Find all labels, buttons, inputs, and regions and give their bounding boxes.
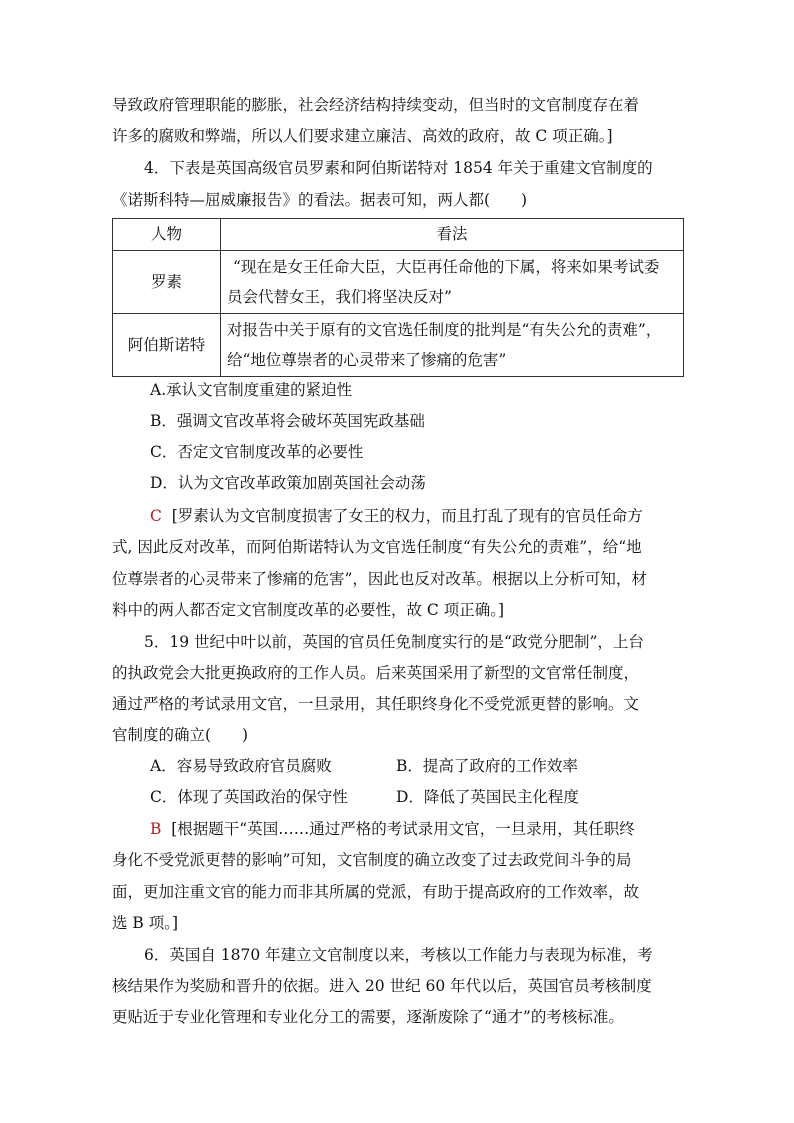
view-line: 员会代替女王，我们将坚决反对” xyxy=(227,288,452,306)
table-cell-view xyxy=(221,251,684,314)
option-c: C．体现了英国政治的保守性 xyxy=(150,788,348,806)
opinion-table xyxy=(112,218,684,377)
table-cell-view xyxy=(221,314,684,377)
answer-line xyxy=(150,819,635,839)
option-b: B．强调文官改革将会破坏英国宪政基础 xyxy=(150,412,425,430)
option-a: A．容易导致政府官员腐败 xyxy=(150,757,332,775)
question-6-stem: 更贴近于专业化管理和专业化分工的需要，逐渐废除了“通才”的考核标准。 xyxy=(112,1008,624,1026)
view-line: 对报告中关于原有的文官选任制度的批判是“有失公允的责难”， xyxy=(227,321,662,339)
question-5-stem: 的执政党会大批更换政府的工作人员。后来英国采用了新型的文官常任制度， xyxy=(112,664,640,682)
option-a: A.承认文官制度重建的紧迫性 xyxy=(150,381,353,399)
question-5-stem: 官制度的确立( ) xyxy=(112,726,249,744)
text-line: 导致政府管理职能的膨胀，社会经济结构持续变动，但当时的文官制度存在着 xyxy=(112,96,640,114)
explanation-line: 面，更加注重文官的能力而非其所属的党派，有助于提高政府的工作效率，故 xyxy=(112,883,640,901)
text-line: 许多的腐败和弊端，所以人们要求建立廉洁、高效的政府，故 C 项正确。] xyxy=(112,127,613,145)
explanation-text: [罗素认为文官制度损害了女王的权力，而且打乱了现有的官员任命方 xyxy=(171,507,643,525)
question-6-stem: 核结果作为奖励和晋升的依据。进入 20 世纪 60 年代以后，英国官员考核制度 xyxy=(112,977,652,995)
view-line: “现在是女王任命大臣，大臣再任命他的下属，将来如果考试委 xyxy=(233,258,660,276)
question-4-stem: 《诺斯科特—屈威廉报告》的看法。据表可知，两人都( ) xyxy=(112,191,528,209)
table-cell-person: 罗素 xyxy=(113,251,221,314)
explanation-line: 料中的两人都否定文官制度改革的必要性，故 C 项正确。] xyxy=(112,601,505,619)
explanation-line: 身化不受党派更替的影响”可知，文官制度的确立改变了过去政党间斗争的局 xyxy=(112,851,632,869)
question-4-stem: 4．下表是英国高级官员罗素和阿伯斯诺特对 1854 年关于重建文官制度的 xyxy=(144,159,653,177)
table-header-person: 人物 xyxy=(113,219,221,251)
explanation-line: 式, 因此反对改革，而阿伯斯诺特认为文官选任制度“有失公允的责难”，给“地 xyxy=(112,538,642,556)
explanation-text: [根据题干“英国……通过严格的考试录用文官，一旦录用，其任职终 xyxy=(171,820,635,838)
answer-letter: C xyxy=(150,507,162,525)
option-c: C．否定文官制度改革的必要性 xyxy=(150,443,364,461)
explanation-line: 位尊崇者的心灵带来了惨痛的危害”，因此也反对改革。根据以上分析可知，材 xyxy=(112,570,647,588)
table-header-row xyxy=(113,219,684,251)
explanation-line: 选 B 项。] xyxy=(112,914,179,932)
question-5-stem: 5．19 世纪中叶以前，英国的官员任免制度实行的是“政党分肥制”，上台 xyxy=(144,633,644,651)
table-row xyxy=(113,314,684,377)
option-d: D．降低了英国民主化程度 xyxy=(396,788,579,806)
question-5-stem: 通过严格的考试录用文官，一旦录用，其任职终身化不受党派更替的影响。文 xyxy=(112,695,640,713)
answer-letter: B xyxy=(150,820,162,838)
option-b: B．提高了政府的工作效率 xyxy=(396,757,578,775)
table-header-view: 看法 xyxy=(221,219,684,251)
question-6-stem: 6．英国自 1870 年建立文官制度以来，考核以工作能力与表现为标准，考 xyxy=(144,946,653,964)
option-d: D．认为文官改革政策加剧英国社会动荡 xyxy=(150,474,426,492)
answer-line xyxy=(150,506,643,526)
view-line: 给“地位尊崇者的心灵带来了惨痛的危害” xyxy=(227,351,507,369)
table-row xyxy=(113,251,684,314)
table-cell-person: 阿伯斯诺特 xyxy=(113,314,221,377)
